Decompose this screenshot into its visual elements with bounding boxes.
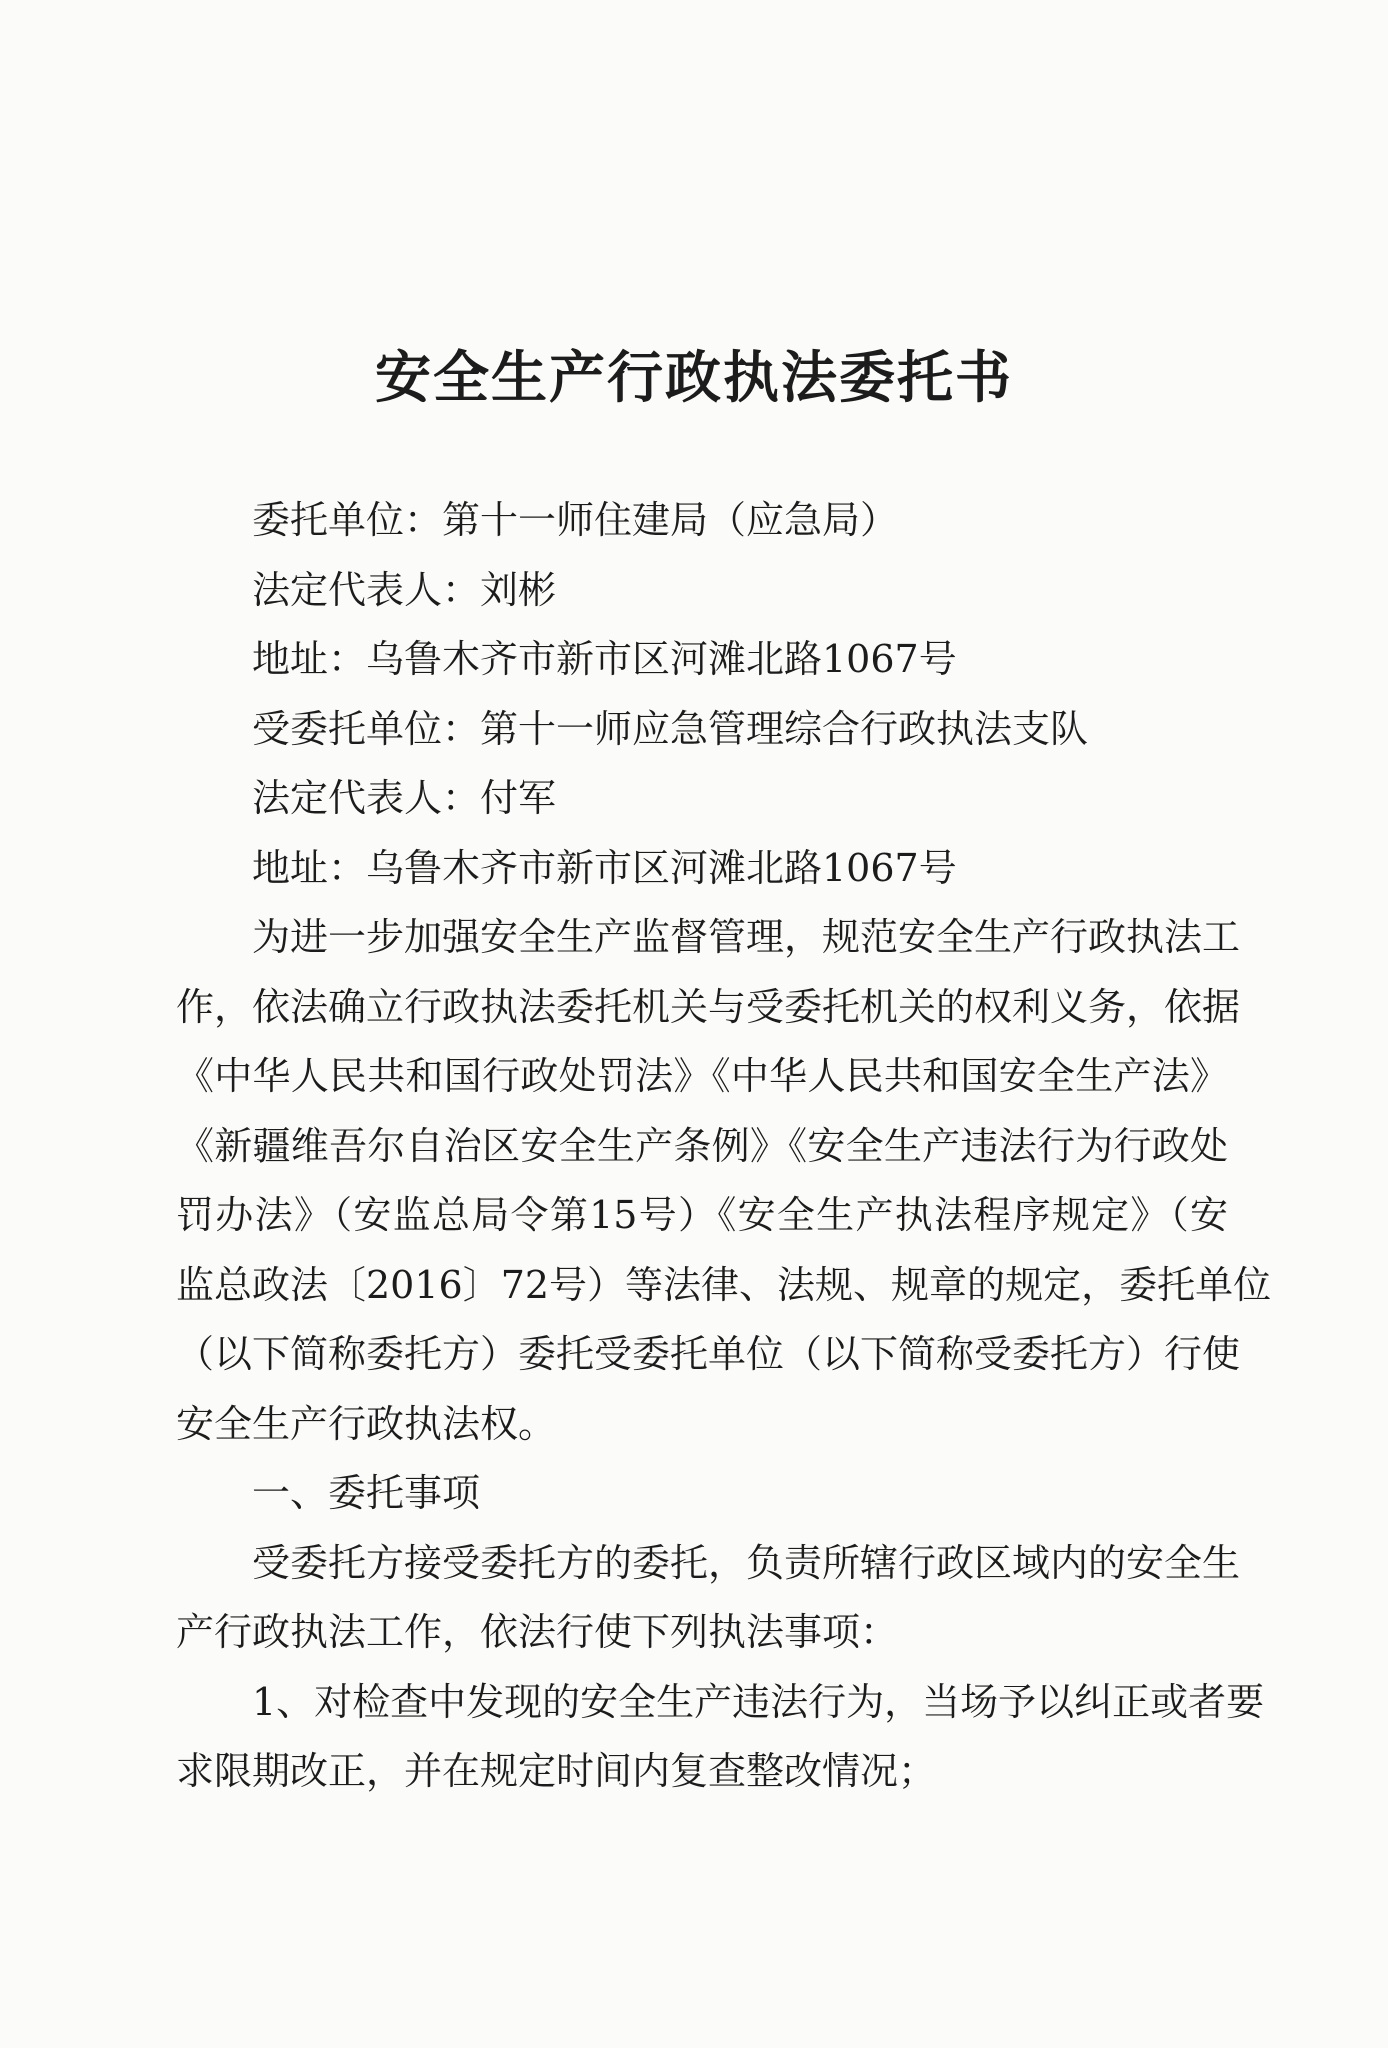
list-item-line: 1、对检查中发现的安全生产违法行为，当场予以纠正或者要 <box>252 1679 1265 1724</box>
paragraph-line: 产行政执法工作，依法行使下列执法事项： <box>176 1610 899 1654</box>
paragraph-line: 受委托方接受委托方的委托，负责所辖行政区域内的安全生 <box>252 1540 1241 1585</box>
paragraph-line: 监总政法〔2016〕72号）等法律、法规、规章的规定，委托单位 <box>176 1262 1272 1307</box>
entrusting-unit-line: 委托单位：第十一师住建局（应急局） <box>252 498 899 542</box>
paragraph-line: 安全生产行政执法权。 <box>176 1401 557 1446</box>
paragraph-line: 《中华人民共和国行政处罚法》《中华人民共和国安全生产法》 <box>176 1054 1228 1098</box>
entrusted-address-line: 地址：乌鲁木齐市新市区河滩北路1067号 <box>252 845 957 890</box>
paragraph-line: 《新疆维吾尔自治区安全生产条例》《安全生产违法行为行政处 <box>176 1123 1228 1168</box>
paragraph-line: 为进一步加强安全生产监督管理，规范安全生产行政执法工 <box>252 915 1241 959</box>
paragraph-line: （以下简称委托方）委托受委托单位（以下简称受委托方）行使 <box>176 1332 1241 1376</box>
legal-representative-line: 法定代表人：刘彬 <box>252 567 557 612</box>
paragraph-line: 作，依法确立行政执法委托机关与受委托机关的权利义务，依据 <box>176 984 1241 1029</box>
paragraph-line: 罚办法》（安监总局令第15号）《安全生产执法程序规定》（安 <box>176 1193 1228 1237</box>
address-line: 地址：乌鲁木齐市新市区河滩北路1067号 <box>252 637 957 681</box>
document-body <box>176 486 1272 1807</box>
section-heading: 一、委托事项 <box>252 1471 481 1515</box>
entrusted-unit-line: 受委托单位：第十一师应急管理综合行政执法支队 <box>252 706 1089 751</box>
list-item-line: 求限期改正，并在规定时间内复查整改情况； <box>176 1749 937 1793</box>
entrusted-legal-representative-line: 法定代表人：付军 <box>252 776 557 820</box>
document-title: 安全生产行政执法委托书 <box>375 345 1013 411</box>
